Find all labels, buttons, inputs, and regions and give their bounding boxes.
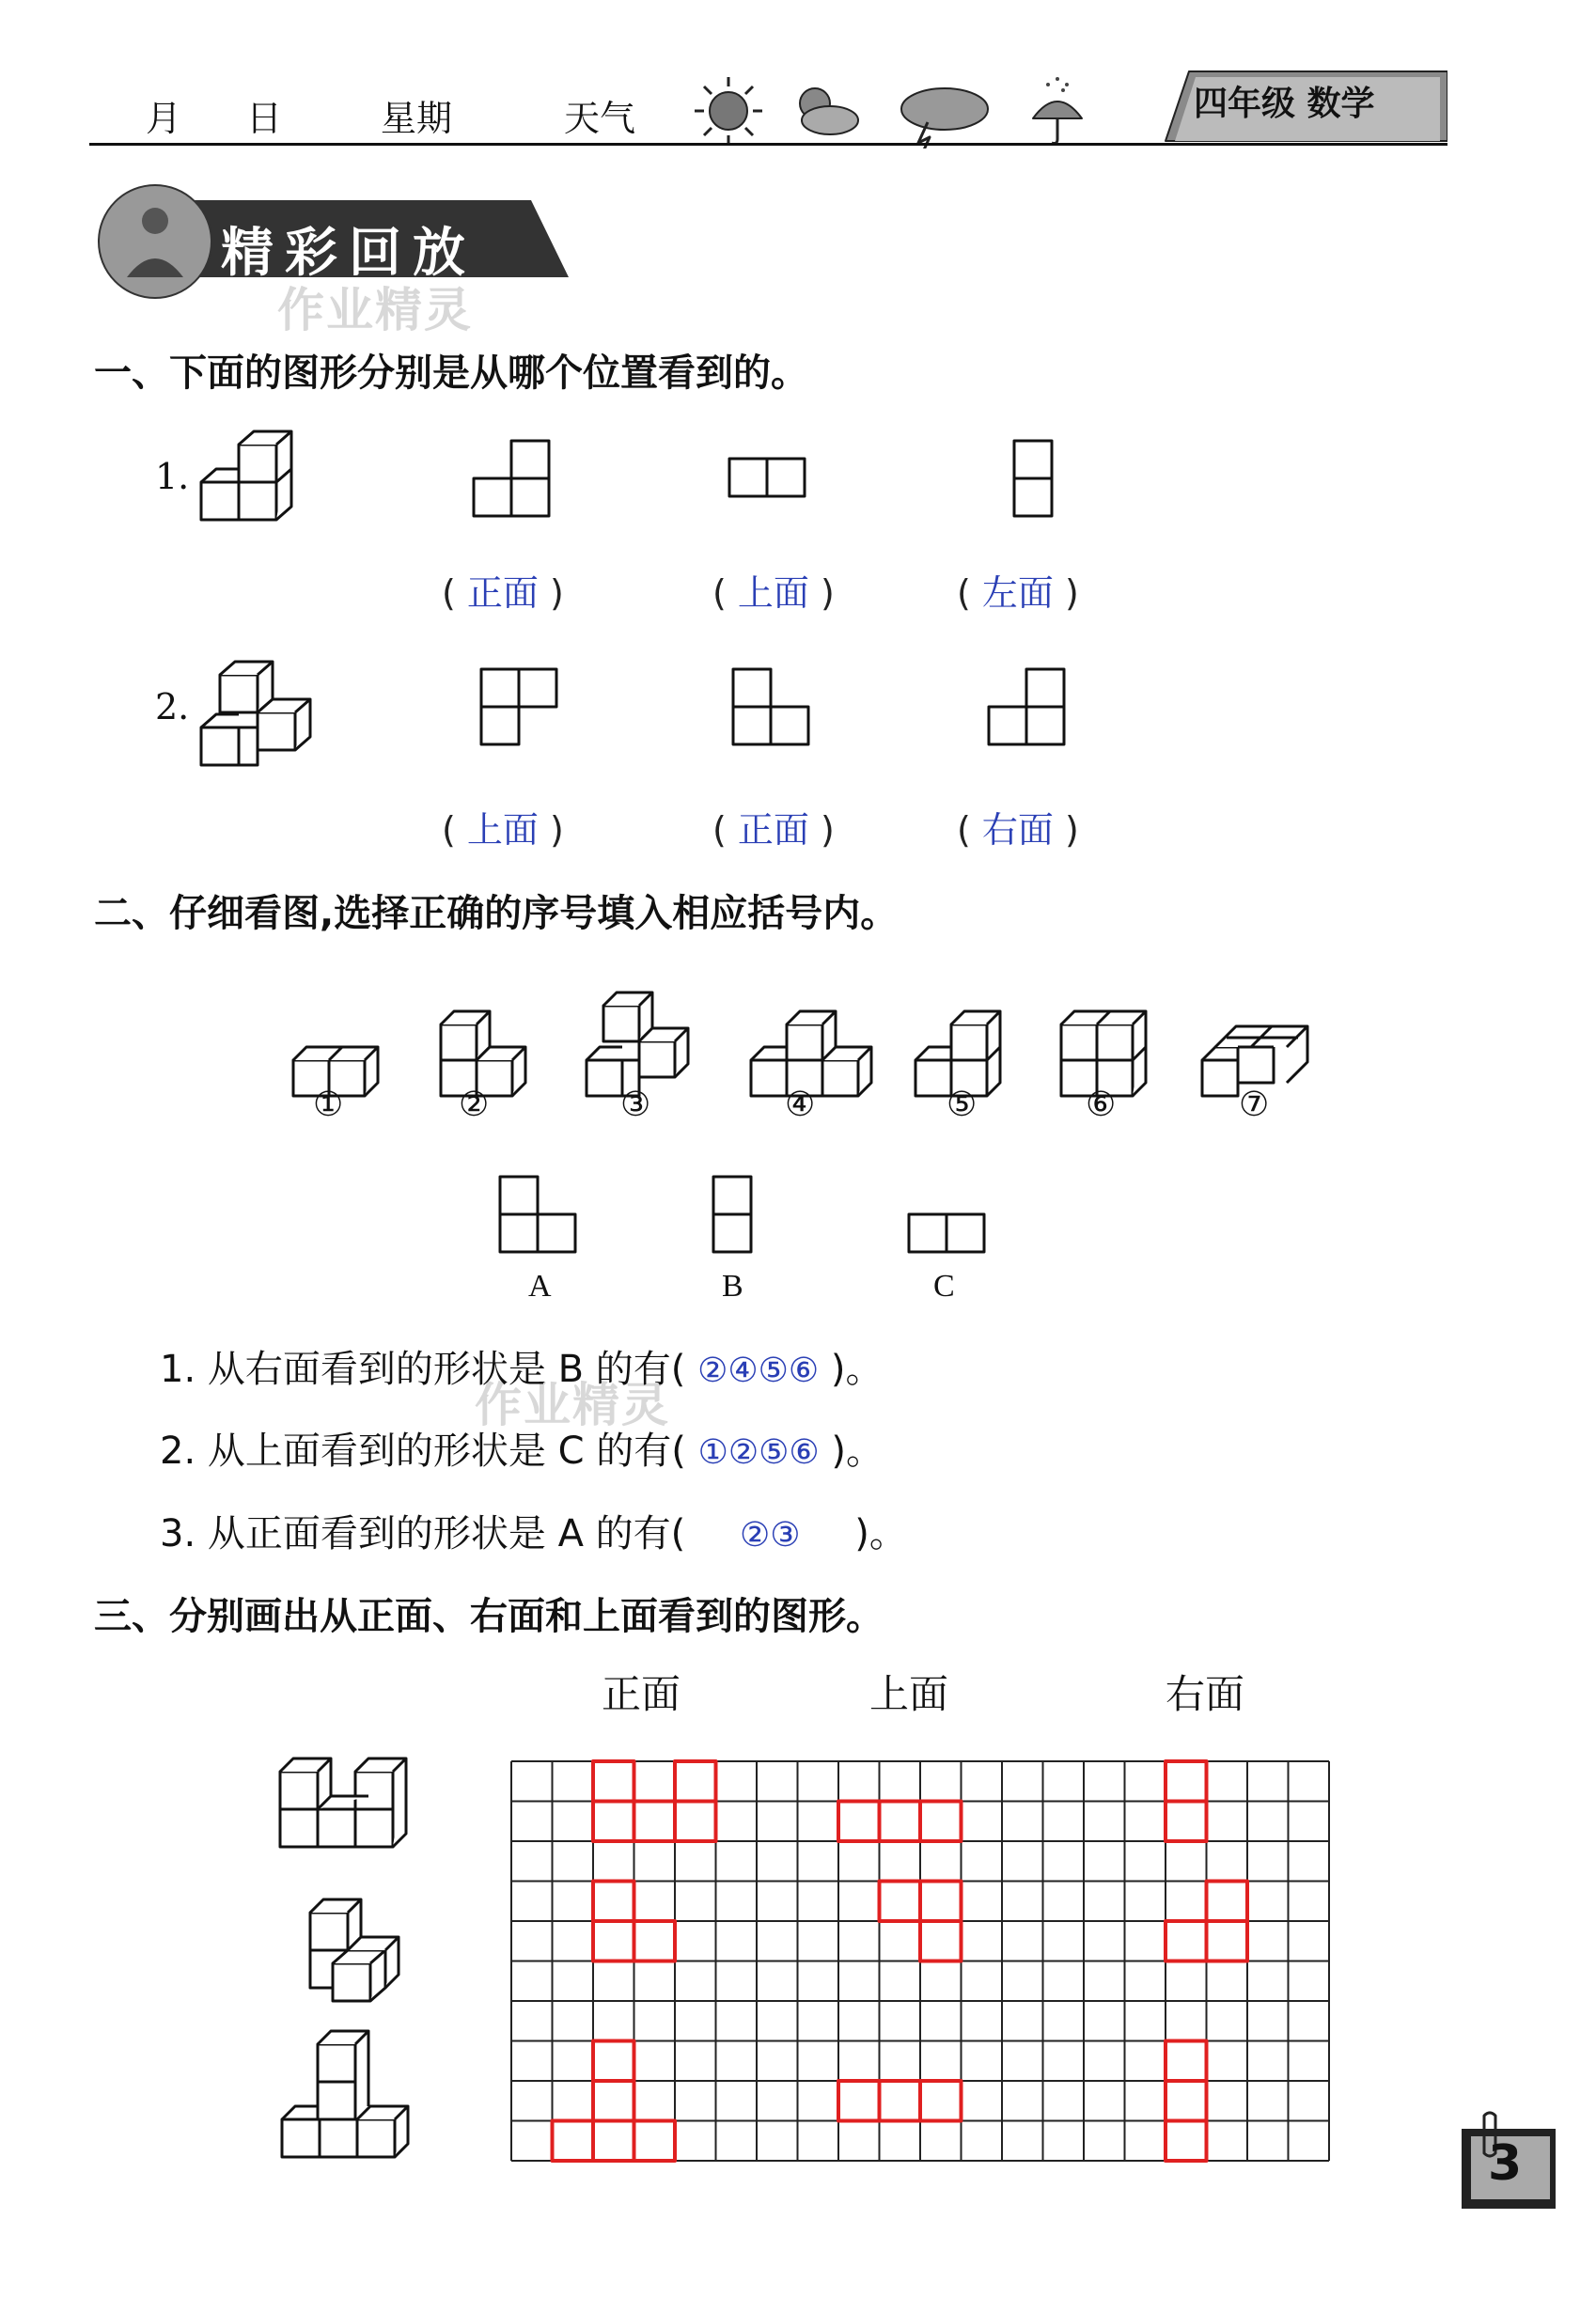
question-1: 1. 从右面看到的形状是 B 的有( ②④⑤⑥ )。 [160,1348,884,1391]
label-4: ④ [785,1086,816,1124]
row2-answer-3: ( 右面 ) [957,809,1079,851]
answer-cell [920,1802,962,1842]
question-3: 3. 从正面看到的形状是 A 的有( ②③ )。 [160,1512,907,1555]
view-A-label: A [528,1269,552,1304]
header-rule [89,143,1447,146]
row1-answer-3: ( 左面 ) [957,572,1079,614]
banner-title: 精彩回放 [221,223,477,284]
label-2: ② [459,1086,490,1124]
answer-cell [920,1921,962,1961]
col-front-label: 正面 [602,1671,681,1717]
row1-answer-2: ( 上面 ) [712,572,835,614]
page-number: 3 [1488,2135,1523,2192]
answer-cell [593,1921,634,1961]
label-5: ⑤ [947,1086,978,1124]
figure-4 [751,1011,871,1096]
row1-answer-1: ( 正面 ) [442,572,564,614]
weather-label: 天气 [564,98,636,139]
answer-cell [880,1802,921,1842]
figure-3 [587,992,688,1096]
figure-2 [441,1011,525,1096]
storm-cloud-icon [901,88,988,148]
row2-view-right [985,665,1070,750]
answer-cell [675,1802,716,1842]
answer-cell [838,2081,880,2121]
answer-cell [1166,2081,1207,2121]
answer-cell [593,1761,634,1802]
answer-cell [553,2121,594,2162]
rain-umbrella-icon [1033,77,1082,144]
watermark-middle: 作业精灵 [475,1378,670,1432]
answer-cell [634,2121,676,2162]
answer-cell [1207,1921,1248,1961]
day-label: 日 [246,98,283,139]
sun-icon [695,77,762,145]
watermark-top: 作业精灵 [277,283,473,337]
row2-answer-2: ( 正面 ) [712,809,835,851]
row2-cube-figure [197,649,329,771]
figure-6 [1061,1011,1146,1096]
row1-number: 1. [155,456,190,497]
answer-cell [1207,1882,1248,1922]
figure-5 [915,1011,1000,1096]
label-7: ⑦ [1239,1086,1270,1124]
answer-cell [920,1882,962,1922]
answer-cell [593,1882,634,1922]
label-1: ① [313,1086,344,1124]
view-C [905,1211,990,1258]
row1-view-top [726,455,810,502]
label-3: ③ [620,1086,651,1124]
answer-cell [593,2041,634,2082]
view-B [710,1173,757,1258]
section1-title: 一、下面的图形分别是从哪个位置看到的。 [94,352,808,395]
row1-view-front [470,437,555,522]
label-6: ⑥ [1086,1086,1117,1124]
row1-view-left [1010,437,1057,522]
row2-view-top [477,665,562,750]
month-label: 月 [146,98,182,139]
s3-figure-1 [280,1758,406,1847]
answer-cell [838,1802,880,1842]
answer-cell [1166,1802,1207,1842]
answer-cell [880,1882,921,1922]
answer-cell [1166,2041,1207,2082]
row2-number: 2. [155,686,190,727]
section3-title: 三、分别画出从正面、右面和上面看到的图形。 [94,1595,884,1638]
s3-figure-3 [282,2031,408,2157]
row2-answer-1: ( 上面 ) [442,809,564,851]
answer-cell [880,2081,921,2121]
row2-view-front [729,665,814,750]
answer-cell [634,1802,676,1842]
section3-cube-figures [273,1743,451,2176]
answer-cell [920,2081,962,2121]
view-B-label: B [722,1269,743,1304]
grade-subject: 四年级 数学 [1194,85,1375,123]
answer-cell [593,2121,634,2162]
row1-cube-figure [197,428,310,531]
answer-cell [1166,1761,1207,1802]
col-right-label: 右面 [1166,1671,1245,1717]
answer-grid [508,1758,1344,2171]
view-A [496,1173,581,1258]
col-top-label: 上面 [869,1671,949,1717]
answer-cell [1166,2121,1207,2162]
answer-cell [1166,1921,1207,1961]
weather-icons [691,73,1104,148]
answer-cell [634,1921,676,1961]
partly-cloudy-icon [800,88,858,134]
weekday-label: 星期 [381,98,453,139]
answer-cell [593,2081,634,2121]
view-C-label: C [933,1269,955,1304]
answer-cell [675,1761,716,1802]
question-2: 2. 从上面看到的形状是 C 的有( ①②⑤⑥ )。 [160,1430,884,1473]
answer-cell [593,1802,634,1842]
section2-title: 二、仔细看图,选择正确的序号填入相应括号内。 [94,892,899,935]
s3-figure-2 [310,1899,399,2001]
